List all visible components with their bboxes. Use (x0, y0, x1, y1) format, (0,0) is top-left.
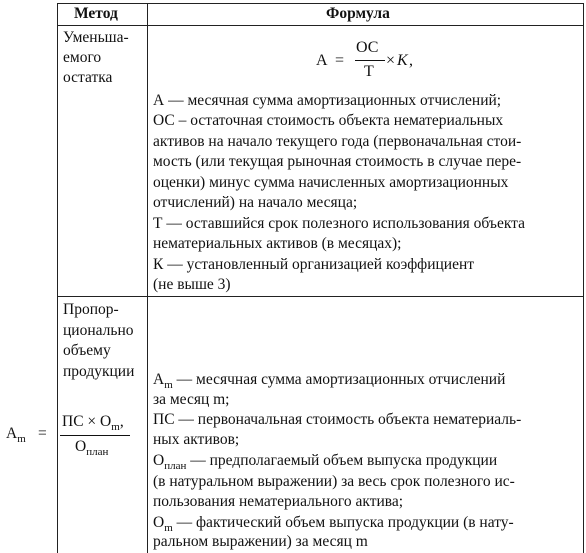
header-formula: Формула (326, 5, 390, 22)
description-line: $A_m$ — месячная сумма амортизационных отчислений (153, 371, 506, 392)
method-line: Уменьша- (63, 29, 129, 46)
description-line: $O_{план}$ — предполагаемый объем выпуска продукции (153, 452, 498, 473)
fraction-bar (60, 435, 130, 436)
description-line: пользования нематериального актива; (153, 493, 404, 510)
description-line: ральном выражении) за месяц m (153, 533, 368, 550)
formula-factor: К (397, 52, 408, 69)
method-line: продукции (63, 363, 135, 380)
formula-numerator: ОС (356, 39, 379, 56)
method-line: емого (63, 49, 102, 66)
header-method: Метод (74, 5, 118, 22)
description-line: (не выше 3) (153, 276, 231, 293)
description-line: (в натуральном выражении) за весь срок полезного ис- (153, 473, 515, 490)
description-line: ОС – остаточная стоимость объекта нематериальных (153, 112, 504, 129)
formula-equals: = (38, 425, 47, 442)
method-line: ционально (63, 322, 134, 339)
method-line: Пропор- (63, 301, 119, 318)
formula-comma: , (409, 52, 413, 69)
description-line: К — установленный организацией коэффициент (153, 256, 475, 273)
fraction-bar (355, 60, 385, 61)
header-separator (57, 25, 584, 26)
row-separator (57, 296, 584, 297)
method-line: остатка (63, 69, 113, 86)
description-line: отчислений) на начало месяца; (153, 194, 358, 211)
description-line: оценки) минус сумма начисленных амортизационных (153, 174, 509, 191)
formula-denominator: $O_{план}$ (75, 438, 109, 459)
formula-lhs: A (316, 52, 328, 69)
formula-lhs: $A_m$ (6, 425, 26, 446)
column-divider (147, 3, 148, 553)
description-line: активов на начало текущего года (первоначальная стои- (153, 133, 522, 150)
formula-numerator: ПС × $O_m$, (62, 413, 124, 434)
formula-equals: = (335, 52, 345, 69)
formula-denominator: T (364, 63, 374, 80)
table-border-top (57, 3, 584, 4)
description-line: нематериальных активов (в месяцах); (153, 235, 402, 252)
description-line: А — месячная сумма амортизационных отчислений; (153, 92, 502, 109)
formula-times: × (386, 52, 396, 69)
description-line: Т — оставшийся срок полезного использования объекта (153, 215, 525, 232)
description-line: $O_m$ — фактический объем выпуска продукции (в нату- (153, 514, 514, 535)
table-border-left (57, 3, 58, 553)
description-line: мость (или текущая рыночная стоимость в случае пере- (153, 153, 522, 170)
description-line: ных активов; (153, 431, 240, 448)
description-line: ПС — первоначальная стоимость объекта нематериаль- (153, 411, 522, 428)
method-line: объему (63, 342, 111, 359)
table-border-right (583, 3, 584, 553)
description-line: за месяц m; (153, 391, 230, 408)
